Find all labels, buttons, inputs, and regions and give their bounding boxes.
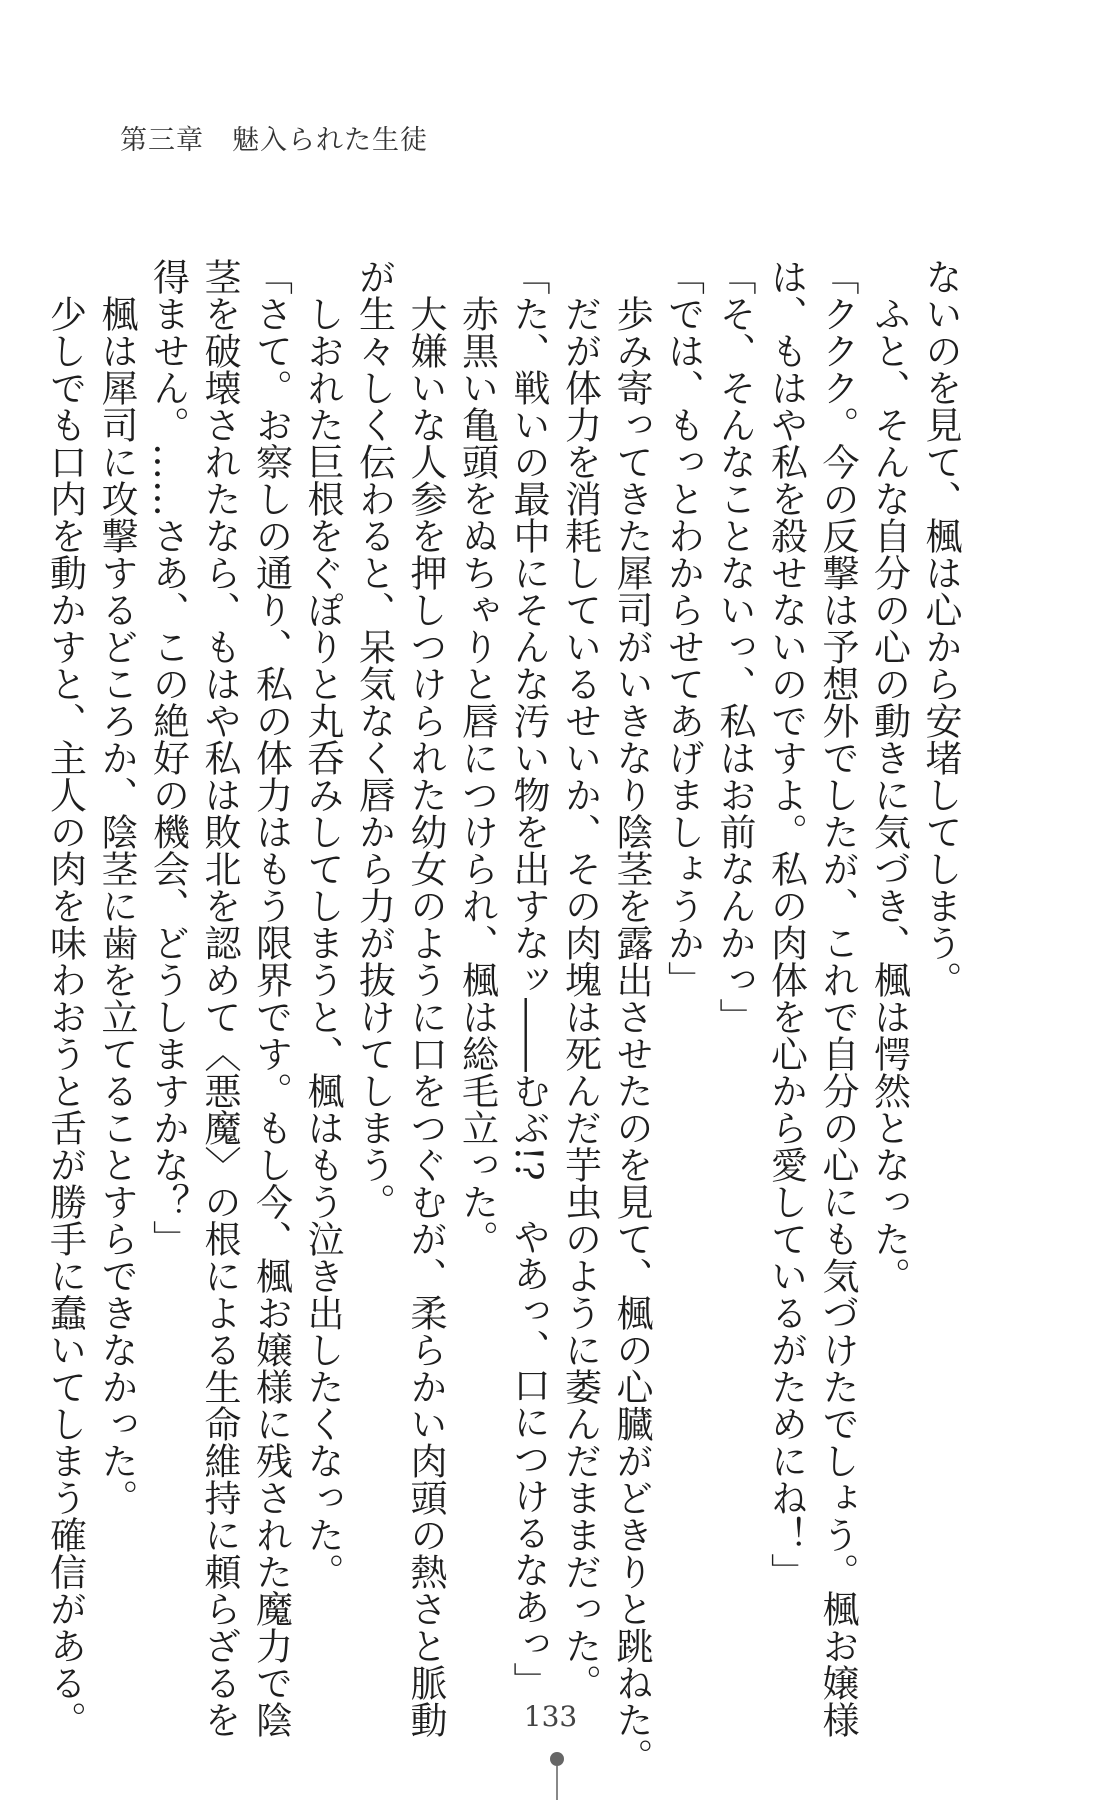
page-number: 133 — [523, 1700, 578, 1733]
text-line: 茎を破壊されたなら、もはや私は敗北を認めて〈悪魔〉の根による生命維持に頼らざるを — [198, 258, 241, 1738]
text-line: 「た、戦いの最中にそんな汚い物を出すなッ――むぶ!? やあっ、口につけるなあっ」 — [507, 258, 550, 1699]
text-line: ふと、そんな自分の心の動きに気づき、楓は愕然となった。 — [867, 258, 911, 1294]
folio-dot — [550, 1752, 564, 1766]
text-line: 「そ、そんなことないっ、私はお前なんかっ」 — [713, 258, 756, 1035]
text-line: 少しでも口内を動かすと、主人の肉を味わおうと舌が勝手に蠢いてしまう確信がある。 — [43, 258, 87, 1738]
text-line: 楓は犀司に攻撃するどころか、陰茎に歯を立てることすらできなかった。 — [95, 258, 138, 1516]
text-line: 大嫌いな人参を押しつけられた幼女のように口をつぐむが、柔らかい肉頭の熱さと脈動 — [404, 258, 447, 1738]
text-line: 歩み寄ってきた犀司がいきなり陰茎を露出させたのを見て、楓の心臓がどきりと跳ねた。 — [610, 258, 653, 1775]
text-line: 「ククク。今の反撃は予想外でしたが、これで自分の心にも気づけたでしょう。楓お嬢様 — [816, 258, 859, 1738]
text-line: しおれた巨根をぐぽりと丸呑みしてしまうと、楓はもう泣き出したくなった。 — [301, 258, 344, 1590]
text-line: が生々しく伝わると、呆気なく唇から力が抜けてしまう。 — [352, 258, 396, 1220]
text-line: 「さて。お察しの通り、私の体力はもう限界です。もし今、楓お嬢様に残された魔力で陰 — [249, 258, 293, 1738]
folio-stem — [556, 1766, 558, 1800]
text-line: 「では、もっとわからせてあげましょうか」 — [661, 258, 705, 998]
text-line: 赤黒い亀頭をぬちゃりと唇につけられ、楓は総毛立った。 — [455, 258, 499, 1257]
text-line: は、もはや私を殺せないのですよ。私の肉体を心から愛しているがためにね！」 — [764, 258, 808, 1590]
text-line: 得ません。……さあ、この絶好の機会、どうしますかな？」 — [146, 258, 190, 1257]
text-line: ないのを見て、楓は心から安堵してしまう。 — [919, 258, 962, 998]
chapter-title: 第三章 魅入られた生徒 — [120, 125, 428, 156]
text-line: だが体力を消耗しているせいか、その肉塊は死んだ芋虫のように萎んだままだった。 — [558, 258, 602, 1701]
